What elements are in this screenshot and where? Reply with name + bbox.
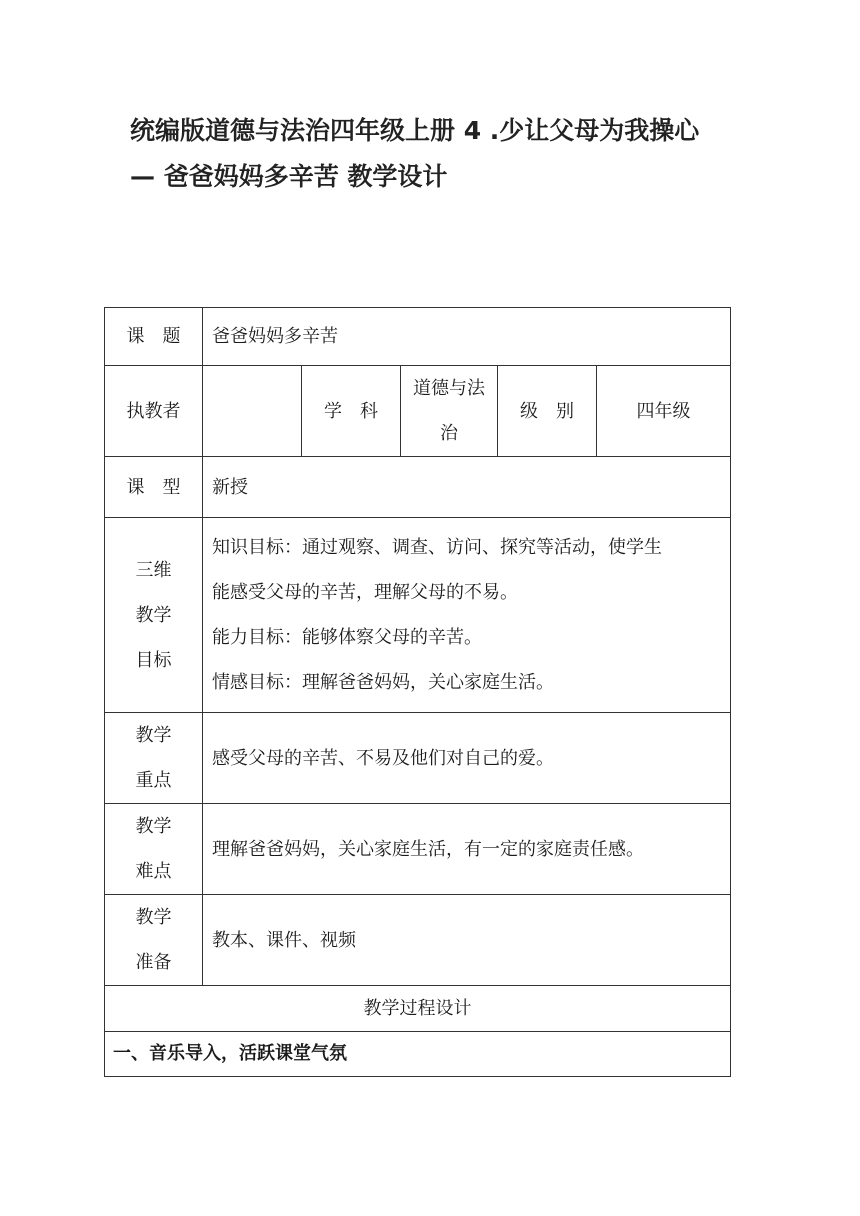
document-title <box>130 108 750 200</box>
goals-value <box>203 518 731 713</box>
goal-ability: 能力目标：能够体察父母的辛苦。 <box>212 627 482 648</box>
teacher-value <box>203 366 302 457</box>
key-label-line-1: 教学 <box>135 725 172 746</box>
difficulty-label <box>105 804 203 895</box>
prep-label-line-1: 教学 <box>135 907 172 928</box>
section-1-heading: 一、音乐导入，活跃课堂气氛 <box>105 1032 731 1077</box>
topic-value: 爸爸妈妈多辛苦 <box>203 308 731 366</box>
topic-label: 课 题 <box>105 308 203 366</box>
row-teacher <box>105 366 731 457</box>
goals-label-line-1: 三维 <box>135 559 172 581</box>
difficulty-value: 理解爸爸妈妈，关心家庭生活，有一定的家庭责任感。 <box>203 804 731 895</box>
prep-value: 教本、课件、视频 <box>203 895 731 986</box>
subject-value-line-2: 治 <box>440 423 458 444</box>
title-line-1: 统编版道德与法治四年级上册 4 .少让父母为我操心 <box>130 116 700 145</box>
process-header: 教学过程设计 <box>105 986 731 1032</box>
key-value: 感受父母的辛苦、不易及他们对自己的爱。 <box>203 713 731 804</box>
difficulty-label-line-2: 难点 <box>135 861 172 882</box>
row-goals <box>105 518 731 713</box>
row-preparation <box>105 895 731 986</box>
subject-value-line-1: 道德与法 <box>413 378 485 399</box>
lesson-plan-table <box>104 307 731 1077</box>
row-key-point <box>105 713 731 804</box>
row-topic <box>105 308 731 366</box>
row-type <box>105 457 731 518</box>
difficulty-label-line-1: 教学 <box>135 816 172 837</box>
teacher-label: 执教者 <box>105 366 203 457</box>
key-label-line-2: 重点 <box>135 770 172 791</box>
goals-label-line-2: 教学 <box>135 604 172 626</box>
grade-value: 四年级 <box>597 366 731 457</box>
goal-knowledge-line-2: 能感受父母的辛苦，理解父母的不易。 <box>212 582 518 603</box>
goal-knowledge-line-1: 知识目标：通过观察、调查、访问、探究等活动，使学生 <box>212 537 662 558</box>
type-label: 课 型 <box>105 457 203 518</box>
prep-label <box>105 895 203 986</box>
type-value: 新授 <box>203 457 731 518</box>
prep-label-line-2: 准备 <box>135 952 172 973</box>
key-label <box>105 713 203 804</box>
row-difficulty <box>105 804 731 895</box>
goal-emotion: 情感目标：理解爸爸妈妈，关心家庭生活。 <box>212 672 554 693</box>
goals-label-line-3: 目标 <box>135 649 172 671</box>
goals-label <box>105 518 203 713</box>
row-process-header <box>105 986 731 1032</box>
title-line-2: — 爸爸妈妈多辛苦 教学设计 <box>130 162 448 191</box>
subject-value <box>401 366 498 457</box>
row-section-1 <box>105 1032 731 1077</box>
grade-label: 级 别 <box>498 366 597 457</box>
subject-label: 学 科 <box>302 366 401 457</box>
